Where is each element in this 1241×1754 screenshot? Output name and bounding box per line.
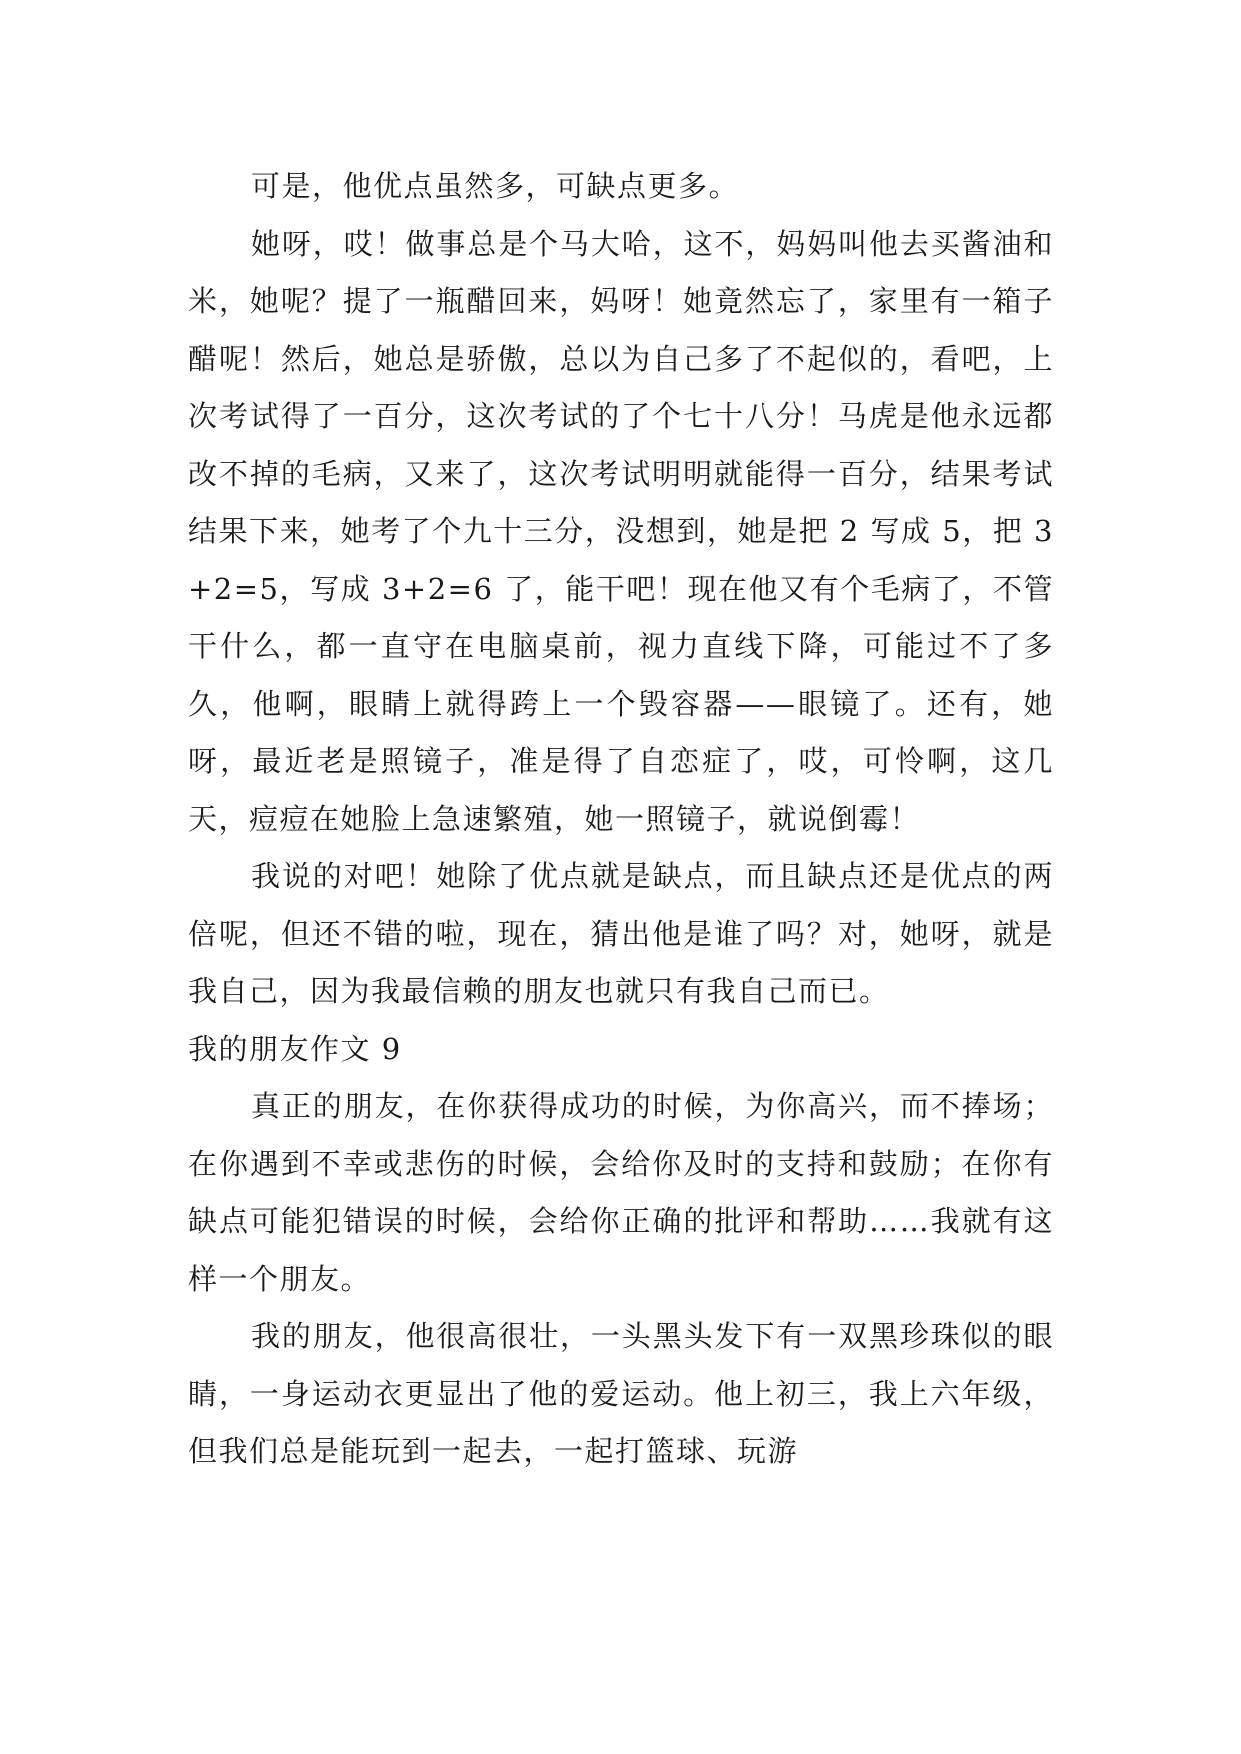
section-paragraph-2: 我的朋友，他很高很壮，一头黑头发下有一双黑珍珠似的眼睛，一身运动衣更显出了他的爱运动。他上初三，我上六年级，但我们总是能玩到一起去，一起打篮球、玩游 <box>188 1319 1054 1468</box>
section-paragraph-1: 真正的朋友，在你获得成功的时候，为你高兴，而不捧场；在你遇到不幸或悲伤的时候，会给你及时的支持和鼓励；在你有缺点可能犯错误的时候，会给你正确的批评和帮助……我就有这样一个朋友。 <box>188 1089 1054 1296</box>
section-title: 我的朋友作文 9 <box>188 1031 402 1066</box>
paragraph-3: 我说的对吧！她除了优点就是缺点，而且缺点还是优点的两倍呢，但还不错的啦，现在，猜出他是谁了吗？对，她呀，就是我自己，因为我最信赖的朋友也就只有我自己而已。 <box>188 859 1054 1008</box>
document-page <box>188 158 1054 1481</box>
paragraph-2: 她呀，哎！做事总是个马大哈，这不，妈妈叫他去买酱油和米，她呢？提了一瓶醋回来，妈呀！她竟然忘了，家里有一箱子醋呢！然后，她总是骄傲，总以为自己多了不起似的，看吧，上次考试得了一百分，这次考试的了个七十八分！马虎是他永远都改不掉的毛病，又来了，这次考试明明就能得一百分，结果考试结果下来，她考了个九十三分，没想到，她是把 2 写成 5，把 3+2=5，写成 3+2=6 了，能干吧！现在他又有个毛病了，不管干什么，都一直守在电脑桌前，视力直线下降，可能过不了多久，他啊，眼睛上就得跨上一个毁容器——眼镜了。还有，她呀，最近老是照镜子，准是得了自恋症了，哎，可怜啊，这几天，痘痘在她脸上急速繁殖，她一照镜子，就说倒霉！ <box>188 226 1054 836</box>
paragraph-1: 可是，他优点虽然多，可缺点更多。 <box>251 169 740 203</box>
